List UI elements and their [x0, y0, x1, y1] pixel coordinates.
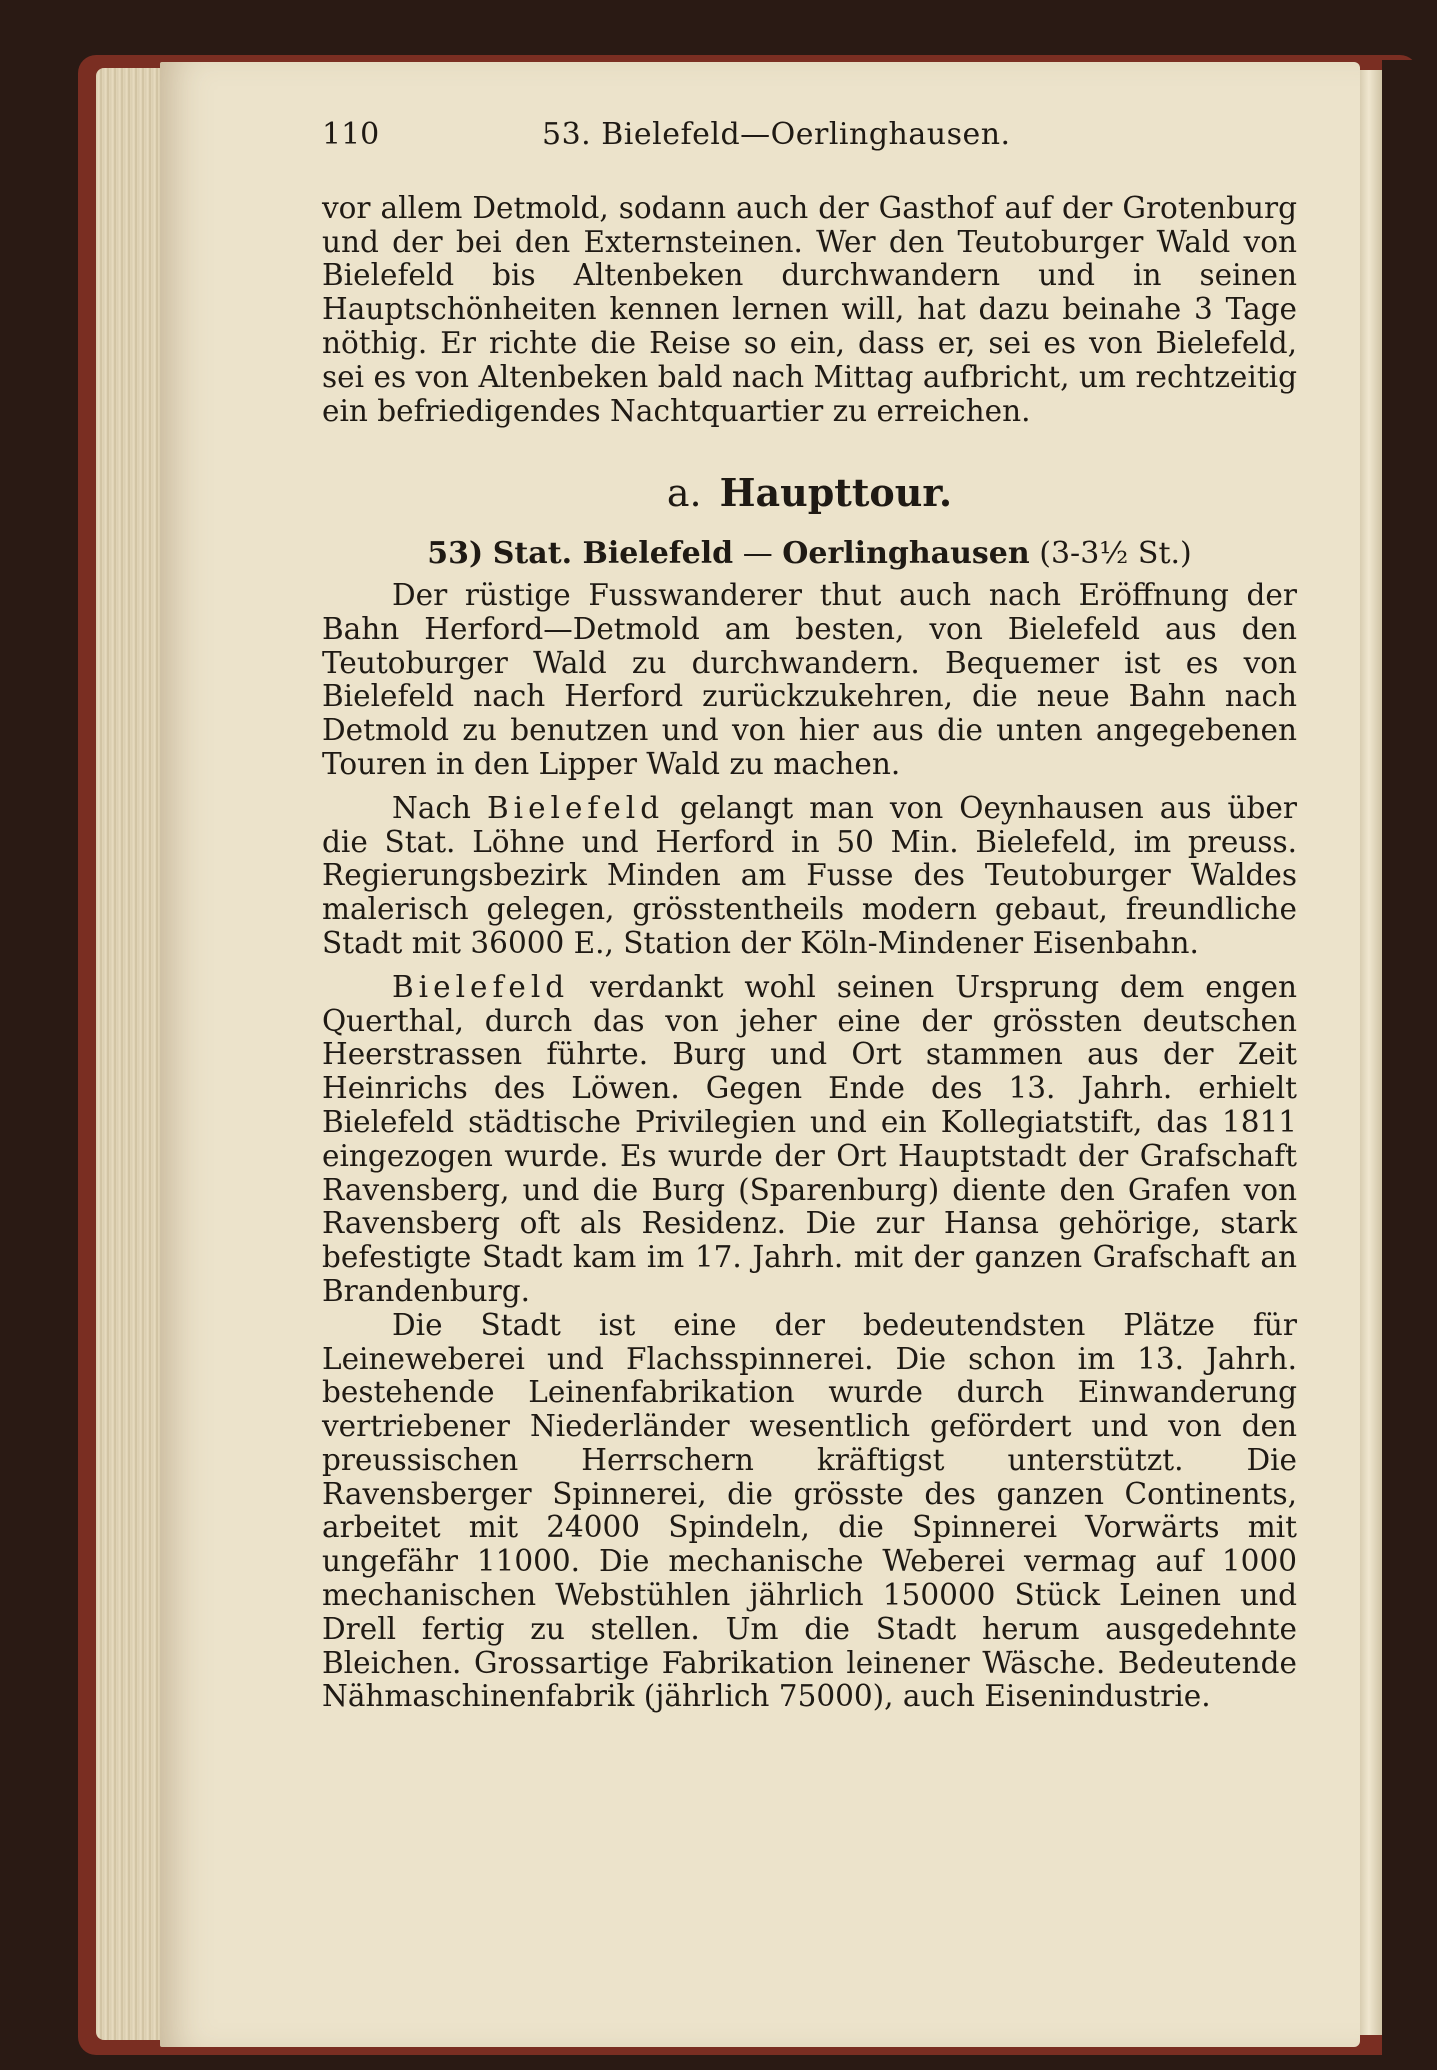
running-title: 53. Bielefeld—Oerlinghausen. [542, 117, 1011, 152]
section-letter: a. [666, 471, 702, 516]
route-heading [322, 537, 1297, 571]
paragraph-2-place: Bielefeld [486, 790, 665, 825]
section-title-text: Haupttour. [719, 470, 953, 516]
paragraph-2-pre: Nach [392, 790, 487, 825]
page-gutter [1360, 70, 1382, 2035]
background [1382, 60, 1437, 2060]
paragraph-2-body: gelangt man von Oeynhausen aus über die Stat. Löhne und Herford in 50 Min. Bielefeld, im preuss. Regierungsbezirk Minden am Fusse des Teutoburger Waldes malerisch gelegen, grösstentheils modern gebaut, freundliche Stadt mit 36000 E., Station der Köln-Mindener Eisenbahn. [322, 790, 1297, 960]
route-number: 53) [427, 536, 484, 572]
route-dash: — [742, 536, 773, 572]
intro-paragraph: vor allem Detmold, sodann auch der Gasthof auf der Grotenburg und der bei den Externsteinen. Wer den Teutoburger Wald von Bielefeld bis Altenbeken durchwandern und in seinen Hauptschönheiten kennen lernen will, hat dazu beinahe 3 Tage nöthig. Er richte die Reise so ein, dass er, sei es von Bielefeld, sei es von Altenbeken bald nach Mittag aufbricht, um rechtzeitig ein befriedigendes Nachtquartier zu erreichen. [322, 190, 1297, 428]
paragraph-4: Die Stadt ist eine der bedeutendsten Plätze für Leineweberei und Flachsspinnerei. Die schon im 13. Jahrh. bestehende Leinenfabrikation wurde durch Einwanderung vertriebener Niederländer wesentlich gefördert und von den preussischen Herrschern kräftigst unterstützt. Die Ravensberger Spinnerei, die grösste des ganzen Continents, arbeitet mit 24000 Spindeln, die Spinnerei Vorwärts mit ungefähr 11000. Die mechanische Weberei vermag auf 1000 mechanischen Webstühlen jährlich 150000 Stück Leinen und Drell fertig zu stellen. Um die Stadt herum ausgedehnte Bleichen. Grossartige Fabrikation leinener Wäsche. Bedeutende Nähmaschinenfabrik (jährlich 75000), auch Eisenindustrie. [322, 1307, 1297, 1714]
page-text [322, 118, 1297, 1714]
route-to: Oerlinghausen [782, 536, 1030, 572]
page-header [322, 118, 1297, 152]
route-duration: (3-3½ St.) [1039, 536, 1192, 572]
section-title [322, 470, 1297, 516]
page-number: 110 [322, 117, 380, 152]
route-from: Stat. Bielefeld [492, 536, 734, 572]
paragraph-3-body: verdankt wohl seinen Ursprung dem engen Querthal, durch das von jeher eine der grössten deutschen Heerstrassen führte. Burg und Ort stammen aus der Zeit Heinrichs des Löwen. Gegen Ende des 13. Jahrh. erhielt Bielefeld städtische Privilegien und ein Kollegiatstift, das 1811 eingezogen wurde. Es wurde der Ort Hauptstadt der Grafschaft Ravensberg, und die Burg (Sparenburg) diente den Grafen von Ravensberg oft als Residenz. Die zur Hansa gehörige, stark befestigte Stadt kam im 17. Jahrh. mit der ganzen Grafschaft an Brandenburg. [322, 969, 1297, 1308]
paragraph-1: Der rüstige Fusswanderer thut auch nach Eröffnung der Bahn Herford—Detmold am besten, von Bielefeld aus den Teutoburger Wald zu durchwandern. Bequemer ist es von Bielefeld nach Herford zurückzukehren, die neue Bahn nach Detmold zu benutzen und von hier aus die unten angegebenen Touren in den Lipper Wald zu machen. [322, 577, 1297, 781]
paragraph-2 [322, 792, 1297, 961]
paragraph-3-place: Bielefeld [392, 969, 570, 1004]
paragraph-3 [322, 971, 1297, 1309]
